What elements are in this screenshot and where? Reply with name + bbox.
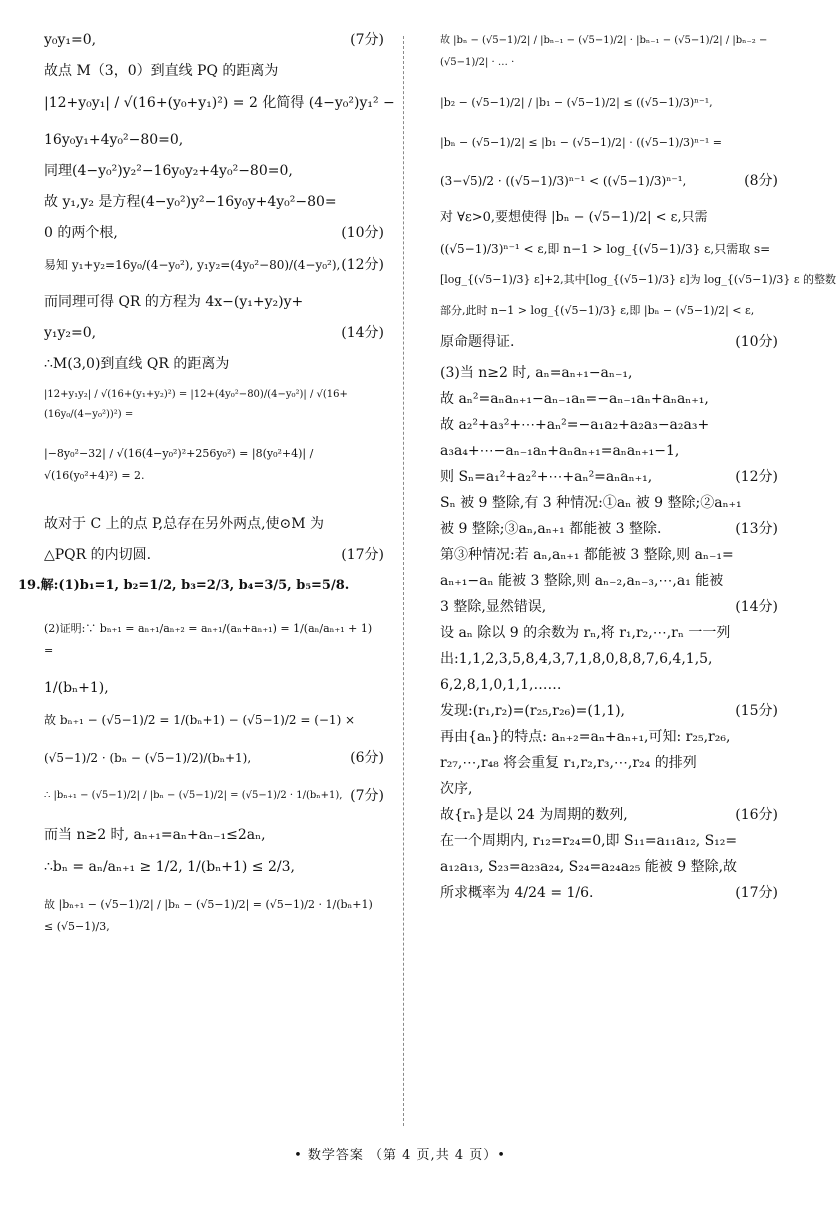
solution-line: |bₙ − (√5−1)/2| ≤ |b₁ − (√5−1)/2| · ((√5−1)/3)ⁿ⁻¹ = [440,136,722,149]
solution-line: |12+y₀y₁| / √(16+(y₀+y₁)²) = 2 化简得 (4−y₀²)y₁² − [44,95,395,111]
solution-line: (2)证明:∵ bₙ₊₁ = aₙ₊₁/aₙ₊₂ = aₙ₊₁/(aₙ+aₙ₊₁) = 1/(aₙ/aₙ₊₁ + 1) = [44,622,373,657]
left-column [18,30,395,956]
score-mark: (7分) [350,788,384,804]
right-column [440,30,836,909]
solution-line: 故 y₁,y₂ 是方程(4−y₀²)y²−16y₀y+4y₀²−80= [44,194,337,210]
score-mark: (6分) [350,750,384,766]
solution-line: 故 |bₙ − (√5−1)/2| / |bₙ₋₁ − (√5−1)/2| · |bₙ₋₁ − (√5−1)/2| / |bₙ₋₂ − (√5−1)/2| · … · [440,35,768,68]
score-mark: (7分) [350,32,384,48]
solution-line: 故 a₂²+a₃²+⋯+aₙ²=−a₁a₂+a₂a₃−a₂a₃+ [440,417,710,433]
solution-line: r₂₇,⋯,r₄₈ 将会重复 r₁,r₂,r₃,⋯,r₂₄ 的排列 [440,755,697,771]
solution-line: 1/(bₙ+1), [44,680,109,696]
score-mark: (12分) [341,257,384,273]
solution-line: (√5−1)/2 · (bₙ − (√5−1)/2)/(bₙ+1), (6分) [44,747,384,769]
solution-line: 在一个周期内, r₁₂=r₂₄=0,即 S₁₁=a₁₁a₁₂, S₁₂= [440,833,738,849]
solution-line: a₃a₄+⋯−aₙ₋₁aₙ+aₙaₙ₊₁=aₙaₙ₊₁−1, [440,443,680,459]
solution-line: Sₙ 被 9 整除,有 3 种情况:①aₙ 被 9 整除;②aₙ₊₁ [440,495,742,511]
solution-line: 部分,此时 n−1 > log_{(√5−1)/3} ε,即 |bₙ − (√5−1)/2| < ε, [440,304,755,317]
solution-line: 所求概率为 4/24 = 1/6. (17分) [440,885,778,901]
solution-line: (3)当 n≥2 时, aₙ=aₙ₊₁−aₙ₋₁, [440,365,633,381]
score-mark: (14分) [735,599,778,615]
solution-line: ∴ |bₙ₊₁ − (√5−1)/2| / |bₙ − (√5−1)/2| = (√5−1)/2 · 1/(bₙ+1), (7分) [44,785,384,807]
solution-line: |−8y₀²−32| / √(16(4−y₀²)²+256y₀²) = |8(y₀²+4)| / √(16(y₀²+4)²) = 2. [44,447,314,482]
solution-line: 故点 M（3，0）到直线 PQ 的距离为 [44,63,279,79]
solution-line: 则 Sₙ=a₁²+a₂²+⋯+aₙ²=aₙaₙ₊₁, (12分) [440,469,778,485]
score-mark: (12分) [735,469,778,485]
score-mark: (13分) [735,521,778,537]
solution-line: 3 整除,显然错误, (14分) [440,599,778,615]
solution-line: △PQR 的内切圆. (17分) [44,547,384,563]
solution-line: 出:1,1,2,3,5,8,4,3,7,1,8,0,8,8,7,6,4,1,5, [440,651,713,667]
solution-line: [log_{(√5−1)/3} ε]+2,其中[log_{(√5−1)/3} ε]为 log_{(√5−1)/3} ε 的整数 [440,273,836,286]
solution-line: 发现:(r₁,r₂)=(r₂₅,r₂₆)=(1,1), (15分) [440,703,778,719]
solution-line: 而同理可得 QR 的方程为 4x−(y₁+y₂)y+ [44,294,304,310]
score-mark: (17分) [341,547,384,563]
solution-line: 同理(4−y₀²)y₂²−16y₀y₂+4y₀²−80=0, [44,163,293,179]
solution-line: ((√5−1)/3)ⁿ⁻¹ < ε,即 n−1 > log_{(√5−1)/3} ε,只需取 s= [440,242,771,256]
solution-line: (3−√5)/2 · ((√5−1)/3)ⁿ⁻¹ < ((√5−1)/3)ⁿ⁻¹, (8分) [440,170,778,192]
score-mark: (16分) [735,807,778,823]
solution-line: 第③种情况:若 aₙ,aₙ₊₁ 都能被 3 整除,则 aₙ₋₁= [440,547,734,563]
solution-line: a₁₂a₁₃, S₂₃=a₂₃a₂₄, S₂₄=a₂₄a₂₅ 能被 9 整除,故 [440,859,738,875]
solution-line: 0 的两个根, (10分) [44,225,384,241]
solution-line: 故对于 C 上的点 P,总存在另外两点,使⊙M 为 [44,516,325,532]
solution-line: |b₂ − (√5−1)/2| / |b₁ − (√5−1)/2| ≤ ((√5−1)/3)ⁿ⁻¹, [440,96,713,109]
column-divider [403,36,404,1126]
solution-line: ∴bₙ = aₙ/aₙ₊₁ ≥ 1/2, 1/(bₙ+1) ≤ 2/3, [44,859,295,875]
solution-line: y₁y₂=0, (14分) [44,325,384,341]
question-19-heading: 19.解:(1)b₁=1, b₂=1/2, b₃=2/3, b₄=3/5, b₅=5/8. [18,578,350,593]
solution-line: 原命题得证. (10分) [440,334,778,350]
solution-line: 16y₀y₁+4y₀²−80=0, [44,132,184,148]
solution-line: 故 aₙ²=aₙaₙ₊₁−aₙ₋₁aₙ=−aₙ₋₁aₙ+aₙaₙ₊₁, [440,391,709,407]
score-mark: (14分) [341,325,384,341]
score-mark: (17分) [735,885,778,901]
solution-line: 再由{aₙ}的特点: aₙ₊₂=aₙ+aₙ₊₁,可知: r₂₅,r₂₆, [440,729,731,745]
score-mark: (15分) [735,703,778,719]
score-mark: (10分) [735,334,778,350]
solution-line: aₙ₊₁−aₙ 能被 3 整除,则 aₙ₋₂,aₙ₋₃,⋯,a₁ 能被 [440,573,724,589]
solution-line: |12+y₁y₂| / √(16+(y₁+y₂)²) = |12+(4y₀²−80)/(4−y₀²)| / √(16+(16y₀/(4−y₀²))²) = [44,389,348,420]
solution-line: 故 |bₙ₊₁ − (√5−1)/2| / |bₙ − (√5−1)/2| = (√5−1)/2 · 1/(bₙ+1) ≤ (√5−1)/3, [44,898,373,933]
solution-line: 而当 n≥2 时, aₙ₊₁=aₙ+aₙ₋₁≤2aₙ, [44,827,266,843]
solution-line: 对 ∀ε>0,要想使得 |bₙ − (√5−1)/2| < ε,只需 [440,210,708,225]
score-mark: (10分) [341,225,384,241]
score-mark: (8分) [744,173,778,189]
solution-line: ∴M(3,0)到直线 QR 的距离为 [44,356,230,372]
solution-line: 易知 y₁+y₂=16y₀/(4−y₀²), y₁y₂=(4y₀²−80)/(4−y₀²), (12分) [44,254,384,276]
solution-line: 次序, [440,781,473,797]
solution-line: 设 aₙ 除以 9 的余数为 rₙ,将 r₁,r₂,⋯,rₙ 一一列 [440,625,731,641]
page-footer: • 数学答案 （第 4 页,共 4 页）• [294,1148,506,1163]
solution-line: y₀y₁=0, (7分) [44,32,384,48]
solution-line: 故 bₙ₊₁ − (√5−1)/2 = 1/(bₙ+1) − (√5−1)/2 = (−1) × [44,713,356,727]
solution-line: 故{rₙ}是以 24 为周期的数列, (16分) [440,807,778,823]
solution-line: 被 9 整除;③aₙ,aₙ₊₁ 都能被 3 整除. (13分) [440,521,778,537]
solution-line: 6,2,8,1,0,1,1,…… [440,677,562,693]
